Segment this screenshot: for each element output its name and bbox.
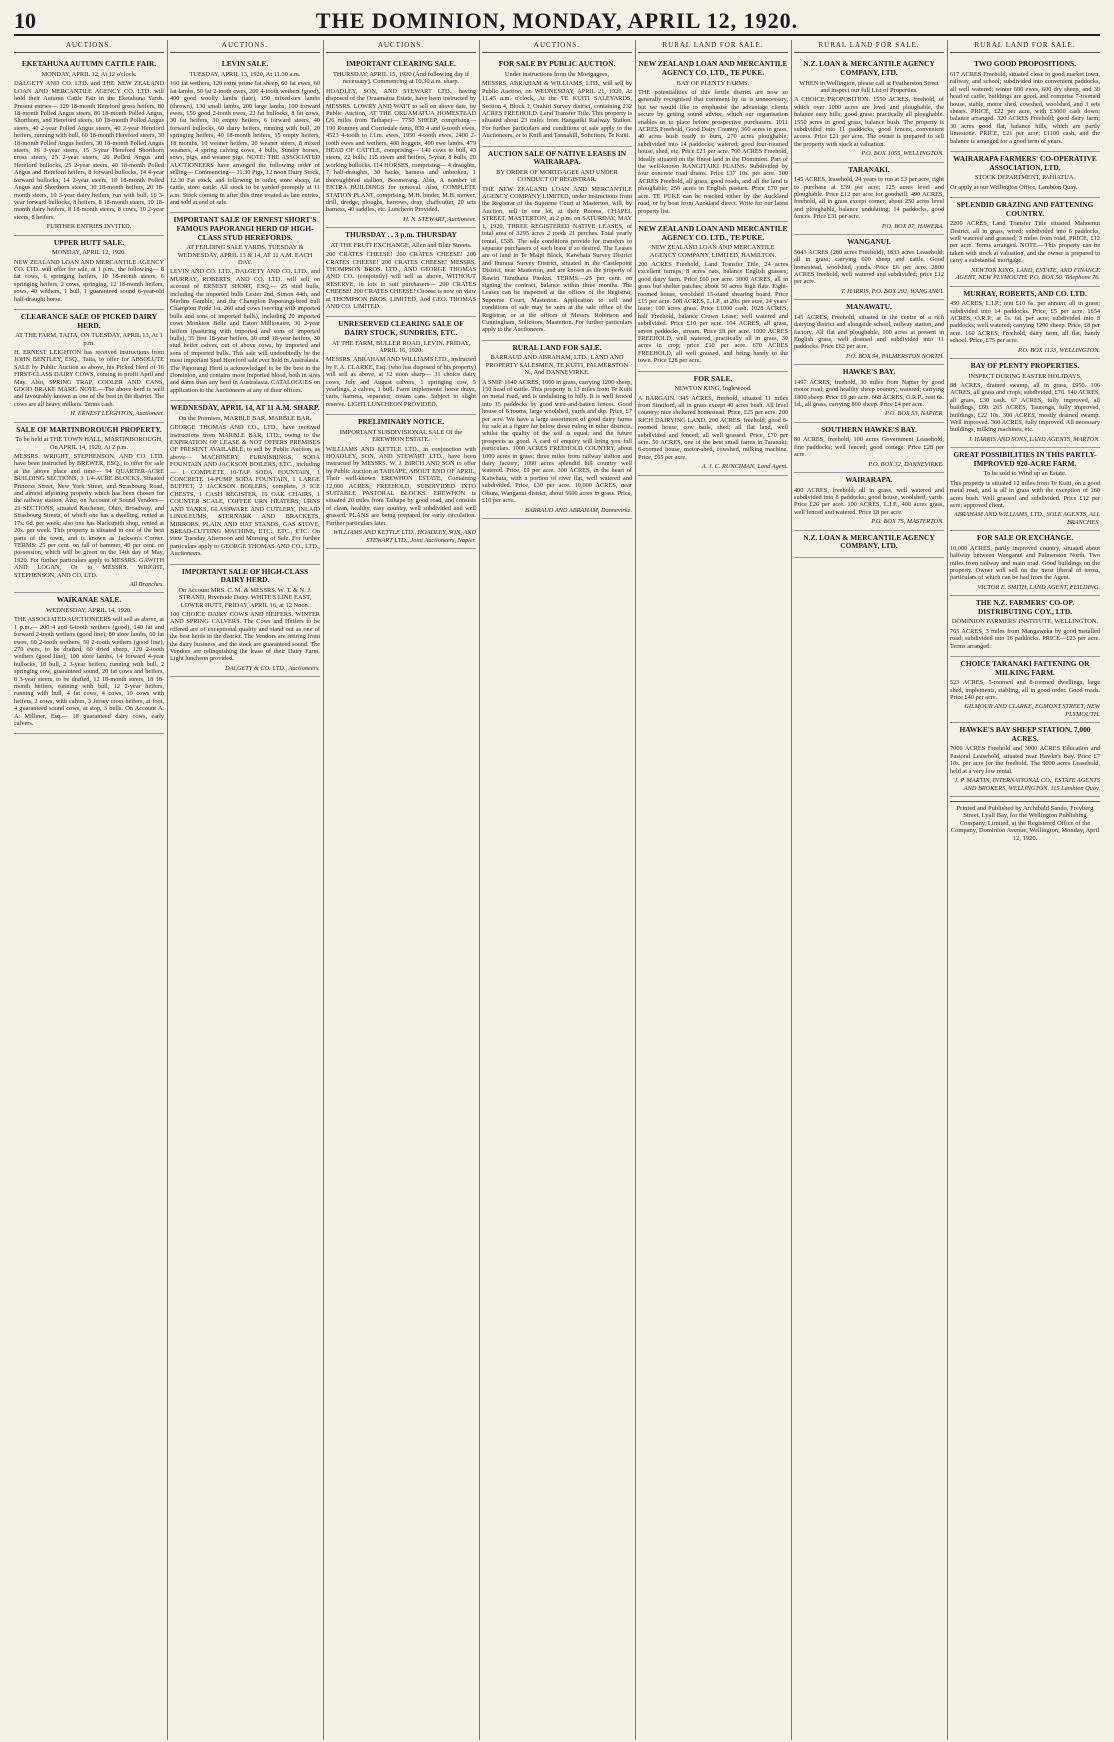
columns-container xyxy=(14,40,1100,1740)
advertisement xyxy=(170,213,320,401)
ad-body: This property is situated 12 miles from Te Kuiti, on a good metal road, and is all in grass with the exception of 160 acres bush. Well grassed and subdivided. Price £12 per acre; approved client. xyxy=(950,479,1100,509)
ad-subheading: WEDNESDAY, APRIL 14, 1920. xyxy=(46,606,132,614)
ad-body: 200 CRATES CHEESE! 200 CRATES CHEESE! 200 CRATES CHEESE! 200 CRATES CHEESE! MESSRS. THOMPSON BROS. LTD., AND GEORGE THOMAS AND CO. (conjointly) will sell as above, WITHOUT RESERVE, in lots to suit purchasers— 200 CRATES CHEESE! 200 CRATES CHEESE! Choose is now on view at THOMPSON BROS. LIMITED, And GEO. THOMAS AND CO. LIMITED. xyxy=(326,251,476,310)
advertisement xyxy=(950,657,1100,723)
column-header: AUCTIONS. xyxy=(170,40,320,53)
ad-heading: WEDNESDAY, APRIL 14, AT 11 A.M. SHARP. xyxy=(170,403,320,413)
ad-body: H. ERNEST LEIGHTON has received instructions from JOHN BENTLEY, ESQ., Taita, to offer for ABSOLUTE SALE by Public Auction as above, his Picked Herd of 16 FIRST-CLASS DAIRY COWS, coming to profit April and May. Also, SPRING TRAP, COOLER AND CANS, GOOD BRAKE MARE. NOTE.—The above herd is well and favourably known as one of the best in the district. The cows are all heavy milkers. Terms cash. xyxy=(14,348,164,408)
ad-body: MESSRS. ABRAHAM & WILLIAMS, LTD., will sell by Public Auction, on WEDNESDAY, APRIL 21, 1920, At 11.45 a.m. o'clock, At the TE KUITI SALEYARDS, Section 4, Block 1, Orahiri Survey district, containing 232 ACRES FREEHOLD. Land Transfer Title. This property is situated about 23 miles from Hangatiki Railway Station. For further particulars and conditions of sale apply to the Auctioneers, or to Knill and Tannahill, Solicitors, Te Kuiti. xyxy=(482,80,632,140)
advertisement xyxy=(950,448,1100,531)
ad-heading: EKETAHUNA AUTUMN CATTLE FAIR. xyxy=(21,59,157,69)
ad-subheading: STOCK DEPARTMENT, PAHIATUA. xyxy=(974,174,1076,182)
ad-heading: IMPORTANT SALE OF HIGH-CLASS DAIRY HERD. xyxy=(181,566,309,585)
ad-body: 5043 ACRES (280 acres Freehold), 1833 acres Leasehold; all in grass; carrying 600 sheep and cattle. Good homestead, woolshed, yards. Price £6 per acre. 2800 ACRES freehold, well watered and subdivided; price £12 per acre. xyxy=(794,248,944,286)
ad-signature: P.O. BOX 53, NAPIER. xyxy=(885,410,944,418)
advertisement xyxy=(14,593,164,734)
column-3 xyxy=(326,40,476,1740)
ad-signature: BARRAUD AND ABRAHAM, Dannevirke. xyxy=(525,506,632,514)
advertisement xyxy=(638,57,788,222)
ad-subheading: NEWTON KING, Inglewood. xyxy=(674,385,752,393)
ad-heading: TWO GOOD PROPOSITIONS. xyxy=(973,59,1077,69)
ad-body: THE NEW ZEALAND LOAN AND MERCANTILE AGENCY COMPANY LIMITED, under instructions from the Registrar of the Supreme Court at Masterton, will, by Auction, sell in one lot, at their Rooms, CHAPEL STREET, MASTERTON, at 2 p.m. on SATURDAY, MAY 1, 1920, THREE REGISTERED NATIVE LEASES, of total area of 3295 acres 2 roods 21 perches. Total yearly rental, £535. The sale conditions provide for transfers to separate purchasers of each lease if so desired. The Leases are of land in Te Maipi Block, Kaiwhata Survey District and Ihuraua Survey District, situated in the Castlepoint District, near Masterton, and are known as the property of Rawiri Tamihana Pitokui. TERMS.—25 per cent. on signing the contract, balance within three months. The Leases can be inspected at the offices of the Registrar, Supreme Court, Masterton. Application to sell and conditions of sale may be seen at the sale office of the Registrar, or at the offices of Messrs. Robinson and Cunningham, Solicitors, Masterton. For further particulars apply to the Auctioneers. xyxy=(482,185,632,334)
ad-heading: MURRAY, ROBERTS, AND CO. LTD. xyxy=(963,288,1087,298)
advertisement xyxy=(170,565,320,678)
ad-subheading: On Account MRS. C. M. & MESSRS. W. T. & N. J. STRAND, Riverside Dairy. WHITE'S LINE EAST, LOWER HUTT, FRIDAY, APRIL 16, at 12 Noon. xyxy=(178,586,312,609)
ad-heading: HAWKE'S BAY. xyxy=(842,367,896,377)
ad-heading: TARANAKI. xyxy=(848,164,890,174)
advertisement xyxy=(794,365,944,423)
ad-body: THE ASSOCIATED AUCTIONEERS will sell as above, at 1 p.m.— 200 4 and 6-tooth wethers (good), 140 fat and forward 2-tooth wethers (good line), 80 store lambs, 60 fat ewes, 60 2-tooth wethers, 50 2-tooth wethers (good line), 270 ewes, to be drafted, 60 dried sheep, 120 2-tooth wethers (good line), 100 store lambs, 14 forward 4-year bullocks, 18 bull, 2 3-year heifers, running with bull, 2 springing cow, guaranteed sound, 20 fat cows and heifers, 8 3-year steers, to be drafted, 12 18-month steers, 18 18-month heifers, running with bull, 12 2-year heifers, running with bull, 4 fat cows, 4 cows, 10 cows with heifers, 2 cows, with calves, 3 Jersey cross heifers, at foot, 4 guaranteed sound cows, at stop, 3 bulls. On Account A. A. Milliner, Esq.— 18 guaranteed dairy cows, early calvers. xyxy=(14,616,164,728)
ad-heading: UPPER HUTT SALE. xyxy=(53,237,125,247)
advertisement xyxy=(14,423,164,594)
ad-subheading: WHEN in Wellington, please call at Featherston Street and inspect our full List of Properties. xyxy=(799,79,939,94)
ad-body: 1497 ACRES, freehold, 30 miles from Napier by good motor road; good healthy sheep country; watered; carrying 1800 sheep. Price £9 per acre. 668 ACRES, O.R.P., rent 6s. 1d., all grass, carrying 800 sheep. Price £4 per acre. xyxy=(794,378,944,408)
ad-signature: All Branches. xyxy=(129,580,164,588)
ad-heading: SPLENDID GRAZING AND FATTENING COUNTRY. xyxy=(956,200,1094,218)
ad-signature: P.O. BOX 1133, WELLINGTON. xyxy=(1017,346,1100,354)
column-5 xyxy=(638,40,788,1740)
advertisement xyxy=(794,300,944,365)
column-header: RURAL LAND FOR SALE. xyxy=(950,40,1100,53)
ad-heading: HAWKE'S BAY SHEEP STATION. 7,000 ACRES. xyxy=(959,725,1091,743)
masthead xyxy=(14,6,1100,36)
ad-body: 765 ACRES, 3 miles from Mangaweka by good metalled road; subdivided into 16 paddocks. PRICE—£23 per acre. Terms arranged. xyxy=(950,627,1100,650)
ad-body: 2200 ACRES, Land Transfer Title situated Mahoenui District, all in grass, wired; subdivided into 6 paddocks, well watered and grassed; 3 miles from road. PRICE, £12 per acre. Terms arranged. NOTE.—This property can be taken with stock at valuation, and the owner is prepared to carry a substantial mortgage. xyxy=(950,220,1100,265)
ad-heading: N.Z. LOAN & MERCANTILE AGENCY COMPANY, LTD. xyxy=(803,532,935,551)
advertisement xyxy=(794,163,944,235)
ad-body: 10,000 ACRES, partly improved country, situated about halfway between Wanganui and Palmerston North. Two miles from railway and main road. Good buildings on the property. Owner will sell on the most liberal of terms, particulars of which can be had from the Agent. xyxy=(950,544,1100,582)
ad-heading: THURSDAY . . 3 p.m. THURSDAY xyxy=(345,230,457,240)
advertisement xyxy=(950,198,1100,286)
ad-body: 145 ACRES, Freehold, situated in the centre of a rich dairying district and alongside school, railway station, and factory. All flat and ploughable, 100 acres at present in English grass, well drained and subdivided into 11 paddocks. Price £62 per acre. xyxy=(794,313,944,351)
ad-heading: SALE OF MARTINBOROUGH PROPERTY. xyxy=(16,424,162,434)
ad-body: NEW ZEALAND LOAN AND MERCANTILE AGENCY CO. LTD. will offer for sale, at 1 p.m., the following— 8 fat cows, 6 springing heifers, 10 18-month steers, 6 springing heifers, 2 cows, springing, 12 18-month heifers, sows, 40 wethers, 1 bull, 1 guaranteed sound 6-year-old half-draught horse. xyxy=(14,258,164,303)
column-rule xyxy=(167,40,168,1740)
ad-subheading: BARRAUD AND ABRAHAM, LTD., LAND AND PROPERTY SALESMEN, TE KUITI, PALMERSTON N., And DANNEVIRKE. xyxy=(485,354,629,377)
ad-signature: NEWTON KING, LAND, ESTATE, AND FINANCE AGENT, NEW PLYMOUTH. P.O. BOX 50. Telephone 76. xyxy=(955,266,1100,282)
ad-signature: T. HARRIS, P.O. BOX 292, WANGANUI. xyxy=(840,287,944,295)
advertisement xyxy=(638,372,788,476)
ad-body: 80 ACRES, freehold, 100 acres Government Leasehold; fine paddocks; well fenced; good cottage. Price £28 per acre. xyxy=(794,436,944,459)
newspaper-title: THE DOMINION, MONDAY, APRIL 12, 1920. xyxy=(315,8,799,33)
ad-heading: THE N.Z. FARMERS' CO-OP. DISTRIBUTING COY., LTD. xyxy=(975,598,1075,616)
ad-subheading: On the Premises, MARBLE BAR, MARBLE BAR. xyxy=(178,414,312,422)
ad-subheading: NEW ZEALAND LOAN AND MERCANTILE AGENCY COMPANY, LIMITED, HAMILTON. xyxy=(649,244,777,259)
ad-body: MESSRS. ABRAHAM AND WILLIAMS LTD., instructed by F. A. CLARKE, Esq. (who has disposed of his property) will sell as above, at 12 noon sharp— 31 choice dairy cows, July and August calvers, 1 springing cow, 5 yearlings, 2 calves, 1 bull. Farm implements: horse drays, carts, harness, separator, cream cans. Subject to slight reserve. LIGHT LUNCHEON PROVIDED. xyxy=(326,356,476,408)
advertisement xyxy=(950,287,1100,359)
ad-body: 100 CHOICE DAIRY COWS AND HEIFERS. WINTER AND SPRING CALVERS. The Cows and Heifers to be offered are of exceptional quality and stand out as one of the best herds in the district. The Vendors are retiring from the dairy business, and the stock are guaranteed sound. The Vendors are relinquishing the lease of their Dairy Farm. Light luncheon provided. xyxy=(170,610,320,663)
ad-signature: A. J. C. RUNCIMAN, Land Agent. xyxy=(701,463,788,471)
ad-subheading: AT FEILDING SALE YARDS, TUESDAY & WEDNESDAY, APRIL 13 & 14, AT 11 A.M. EACH DAY. xyxy=(177,244,313,266)
ad-body: HOADLEY, SON, AND STEWART LTD., having disposed of the Oruamatua Estate, have been instructed by MESSRS. LOWRY AND WATT to sell on above date, by Public Auction, AT THE ORUAMATUA HOMESTEAD (26 miles from Taihape)— 7750 SHEEP, comprising— 190 Romney and Corriedale rams, 850 4 and 6-tooth ewes, 4523 4-tooth to f.f.m. ewes, 1950 4-tooth ewes, 2400 2-tooth ewes and wethers, 400 hoggets, 400 ewe lambs. 479 HEAD OF CATTLE, comprising— 140 cows to bull, 43 steers, 22 bulls, 115 steers and heifers, 5-year, 8 bulls, 20 working bullocks. 114 HORSES, comprising— 4 draughts, 7 half-draughts, 30 hacks, harness and unbroken, 1 thoroughbred stallion, Boomerang. Also, A number of EXTRA BUILDINGS for removal. Also, COMPLETE STATION PLANT, comprising, M.H. binder, M.H. mower, drill, dredge, ploughs, harrows, dray, chaffcutter, 20 sets harness, 40 saddles, etc. Luncheon Provided. xyxy=(326,87,476,214)
advertisement xyxy=(950,359,1100,448)
ad-heading: BAY OF PLENTY PROPERTIES. xyxy=(970,360,1080,370)
ad-subheading: MONDAY, APRIL 12, At 12 o'clock. xyxy=(41,71,137,78)
column-rule xyxy=(635,40,636,1740)
column-rule xyxy=(947,40,948,1740)
column-7 xyxy=(950,40,1100,1740)
ad-subheading: Under instructions from the Mortgagees, xyxy=(504,71,610,78)
ad-signature: DALGETY & CO. LTD., Auctioneers. xyxy=(225,664,320,672)
ad-signature: P.O. BOX 75, MASTERTON. xyxy=(871,518,944,526)
ad-heading: FOR SALE BY PUBLIC AUCTION. xyxy=(498,59,616,69)
ad-footer: FURTHER ENTRIES INVITED. xyxy=(46,223,132,231)
ad-body: 617 ACRES Freehold, situated close to good market town, railway, and school; subdivided into convenient paddocks, all well watered; winter 600 ewes, 600 dry sheep, and 30 head of cattle; buildings are good, and comprise 7-roomed house, stable, motor shed, cowshed, woolshed, and 3 sets shears. PRICE, £22 per acre, with £3000 cash down; balance arranged. 320 ACRES Freehold; good dairy farm; 30 acres good flat, balance hills, which are partly limestone. PRICE, £21 per acre; £1100 cash, and the balance is arranged for a good term of years. xyxy=(950,71,1100,145)
column-4 xyxy=(482,40,632,1740)
advertisement xyxy=(326,228,476,317)
advertisement xyxy=(326,57,476,228)
ad-body: LEVIN AND CO. LTD., DALGETY AND CO. LTD., and MURRAY, ROBERTS, AND CO. LTD. will sell on account of ERNEST SHORT, ESQ.— 25 stud bulls, including the imported bulls Lester 2nd, Simon 44th, and Merlins Gamble, and the Champion Paporangi-bred bull Champion Pride 1st. 260 stud cows (serving with imported bulls and sons of imported bulls), including 20 imported cows Monkton Belle and Eaton Millionaire, 30 2-year heifers (pasturing with imported and sons of imported bulls), 35 first 18-year heifers, 30 stud 18-year heifers, 30 stud heifer calves, out of above cows, by imported and sons of imported bulls. This sale will undoubtedly be the most important Stud Hereford sale ever held in Australasia. The Paporangi Herd is acknowledged to be the best in the Dominion, and contains more imported blood, both in sires and dams than any herd in Australasia. CATALOGUES on application to the Auctioneers at any of their offices. xyxy=(170,268,320,394)
ad-heading: UNRESERVED CLEARING SALE OF DAIRY STOCK, SUNDRIES, ETC. xyxy=(338,319,464,337)
advertisement xyxy=(482,147,632,341)
advertisement xyxy=(950,57,1100,152)
advertisement xyxy=(794,57,944,162)
ad-body: 450 ACRES, L.I.P.; rent £10 6s. per annum; all in grass; subdivided into 14 paddocks. Price, £5 per acre. 1654 ACRES, O.R.P., at 1s. 6d. per acre; subdivided into 8 paddocks; well watered; carrying 1200 sheep. Price, £8 per acre. 160 ACRES, Freehold, dairy farm, all flat, handy school. Price, £75 per acre. xyxy=(950,300,1100,345)
ad-body: WILLIAMS AND KETTLE LTD., in conjunction with HOADLEY, SON, AND STEWART LTD., have been instructed by MESSRS. W. J. BIRCH AND SON to offer by Public Auction at TAIHAPE, ABOUT END OF APRIL, Their well-known EREWHON ESTATE, Containing 12,000 ACRES, FREEHOLD, SUBDIVIDED INTO SUITABLE PASTORAL BLOCKS. EREWHON is situated 20 miles from Taihape by good road, and consists of clean, healthy, easy country, well subdivided and well grassed. PLANS are being prepared for early circulation. Further particulars later. xyxy=(326,445,476,527)
ad-signature: H. ERNEST LEIGHTON, Auctioneer. xyxy=(70,410,164,418)
advertisement xyxy=(14,310,164,423)
ad-body: 523 ACRES, 5-roomed and 8-roomed dwellings, large shed, implements, stabling, all in good order. Good roads. Price £40 per acre. xyxy=(950,679,1100,702)
advertisement xyxy=(794,423,944,473)
ad-heading: PRELIMINARY NOTICE. xyxy=(357,417,445,427)
printer-imprint: Printed and Published by Archibald Sando, Freyberg Street, Lyall Bay, for the Wellington Publishing Company, Limited, at the Registered Office of the Company, Dominion Avenue, Wellington, Monday, April 12, 1920. xyxy=(950,801,1100,842)
ad-heading: WANGANUI. xyxy=(847,237,891,247)
ad-signature: P.O. BOX 94, PALMERSTON NORTH. xyxy=(846,352,944,360)
ad-heading: WAIRARAPA FARMERS' CO-OPERATIVE ASSOCIATION, LTD. xyxy=(953,154,1097,172)
advertisement xyxy=(170,401,320,564)
ad-body: A CHOICE PROPOSITION. 1550 ACRES, freehold, of which over 1000 acres are level and ploughable, the balance easy hills; good grass; practically all ploughable. 1550 acres in good grass, balance bush. The property is subdivided into 11 paddocks, good fences; convenient access. Price £21 per acre. The owner is prepared to sell the property with stock at valuation. xyxy=(794,96,944,148)
ad-heading: CLEARANCE SALE OF PICKED DAIRY HERD. xyxy=(20,311,158,330)
ad-subheading: INSPECT DURING EASTER HOLIDAYS. xyxy=(968,372,1082,380)
advertisement xyxy=(950,723,1100,797)
ad-heading: N.Z. LOAN & MERCANTILE AGENCY COMPANY, LTD. xyxy=(803,59,935,77)
ad-subheading: AT THE FARM, TAITA, ON TUESDAY, APRIL 13, At 1 p.m. xyxy=(15,332,163,347)
ad-body: 400 ACRES, freehold, all in grass, well watered and subdivided into 8 paddocks; good house, woolshed, yards. Price £26 per acre. 100 ACRES, L.I.P., 400 acres grass, well fenced and watered. Price £8 per acre. xyxy=(794,486,944,516)
advertisement xyxy=(950,531,1100,596)
ad-signature: VICTOR E. SMITH, LAND AGENT, FEILDING. xyxy=(977,583,1100,591)
ad-body: MESSRS. WRIGHT, STEPHENSON, AND CO. LTD. have been instructed by BREWER, ESQ., to offer for sale at the above place and time— 94 QUARTER-ACRE BUILDING SECTIONS, 3 1/4-ACRE BLOCKS. Situated Princess Street, New York Street, and Strasbourg Road, and almost adjoining property which has been chosen for the railway station. Also, on Account of Sound Vendors— 23 SECTIONS, situated Kitchener, Ohio, Broadway, and Strasbourg Streets, of which one has a dwelling, rented at 17s. 6d. per week; also one has blacksmith shop, rented at 20s. per week. This property is situated in one of the best parts of the town, and is known as Jackson's Corner. TERMS: 25 per cent. on fall of hammer, 40 per cent. on possession, which will be given on the 14th day of May, 1920. For further particulars apply to MESSRS. GAWITH AND LOGAN, Or to MESSRS. WRIGHT, STEPHENSON, AND CO. LTD. xyxy=(14,453,164,579)
advertisement xyxy=(794,531,944,558)
ad-body: GEORGE THOMAS AND CO., LTD., have received instructions from MARBLE BAR, LTD., owing to the EXPIRATION OF LEASE & NOT OFFERS PREMISES OF PRESENT AVAILABLE, to sell by Public Auction, as above— MACHINERY, FURNISHINGS, SODA FOUNTAIN AND JACKSON BOILERS, ETC., including— 1 COMPLETE 10-TAP SODA FOUNTAIN, 1 CONCRETE 14-PUMP SODA FOUNTAIN, 1 LARGE BUFFET, 2 JACKSON BOILERS, complete, 3 ICE CHESTS, 1 CASH REGISTER, 10 OAK CHAIRS, 1 COUNTER SCALE, COFFEE URN HEATERS, URNS AND TANKS, GLASSWARE AND CUTLERY, INLAID LINOLEUMS, STERNARK AND BRACKETS, MIRRORS, PLAIN AND HAT STANDS, GAS STOVE, BREAD-CUTTING MACHINE, ETC., ETC., ETC. On view Tuesday Afternoon and Morning of Sale. For further particulars apply to GEORGE THOMAS AND CO., LTD., Auctioneers. xyxy=(170,424,320,558)
ad-subheading: MONDAY, APRIL 12, 1920. xyxy=(52,249,126,257)
ad-body: THE potentialities of this fertile district are now so generally recognised that comment by us is unnecessary, but we would like to emphasise the advantage clients secure by getting sound advice, which our organisation enables us to place before prospective purchasers. 1011 ACRES Freehold, Good Dairy Country, 360 acres in grass, 40 acres bush ready to burn, 270 acres ploughable; subdivided into 14 paddocks; watered; good four-roomed house, shed, etc. Price £21 per acre. 700 ACRES Freehold, Ideally situated on the finest land in the Dominion. Part of the well-known RANGITAIKI PLAINS. Subdivided by four concrete road drains. Price £37 10s. per acre. 300 ACRES Freehold, all grass, good roads, and all the land is ploughable; 250 acres in English pasture. Price £70 per acre. TE PUKE can be reached either by the Auckland road, or by boat from Auckland direct. Write for our latest property list. xyxy=(638,89,788,215)
column-header: AUCTIONS. xyxy=(326,40,476,53)
advertisement xyxy=(482,341,632,519)
ad-body: A SNIP. 1640 ACRES, 1000 in grass, carrying 1200 sheep, 150 head of cattle. This property is 13 miles from Te Kuiti on metal road, and is undulating to hilly. It is well fenced into 15 paddocks by good wire-and-batten fences. Good house of 6 rooms, large woolshed, yards and dip. Price, £7 per acre. We have a large assortment of good dairy farms for sale at a figure far below those ruling in other districts, whilst the quality of the soil is equal; and the future prospects as good. A card of enquiry will bring you full particulars. 1000 ACRES FREEHOLD COUNTRY, about 1000 acres in grass; three miles from railway station and dairy factory; 1000 acres splendid hill country well watered. Price, £9 per acre. 300 ACRES, in the heart of Kaiwhata, with a portion of river flat, well watered and subdivided. Price, £30 per acre. 10,000 ACRES, near Ohura, Wanganui district, about 5600 acres in grass. Price, £10 per acre. xyxy=(482,378,632,505)
advertisement xyxy=(482,57,632,146)
ad-heading: AUCTION SALE OF NATIVE LEASES IN WAIRARAPA. xyxy=(487,148,627,167)
ad-subheading: TUESDAY, APRIL 13, 1920, At 11.30 a.m. xyxy=(189,71,301,78)
column-2 xyxy=(170,40,320,1740)
ad-body: Or apply at our Wellington Office, Lambton Quay. xyxy=(950,183,1078,191)
ad-heading: MANAWATU. xyxy=(846,302,892,312)
ad-signature: P.O. BOX 32, DANNEVIRKE. xyxy=(868,460,944,468)
advertisement xyxy=(326,317,476,415)
column-rule xyxy=(791,40,792,1740)
advertisement xyxy=(326,415,476,549)
ad-subheading: AT THE FARM, BULLER ROAD, LEVIN. FRIDAY, APRIL 16, 1920. xyxy=(331,339,471,354)
column-header: RURAL LAND FOR SALE. xyxy=(794,40,944,53)
ad-heading: FOR SALE OR EXCHANGE. xyxy=(976,533,1074,543)
ad-heading: WAIRARAPA. xyxy=(845,475,893,484)
ad-subheading: IMPORTANT SUBDIVISIONAL SALE Of the EREWHON ESTATE. xyxy=(339,428,463,444)
ad-body: 160 fat wethers, 120 extra prime fat sheep, 60 fat ewes, 60 fat lambs, 50 fat 2-tooth ewes, 200 4-tooth wethers (good), 400 good woolly lambs (late), 150 mixed-sex lambs (thrown), 130 small lambs, 200 large lambs, 100 forward ewes, 150 good 2-tooth ewes, 22 fat bullocks, 8 fat cows, 30 fat heifers, 30 empty heifers, 6 forward steers, 40 forward bullocks, 60 dairy heifers, running with bull, 20 springing heifers, 40 18-month heifers, 15 empty heifers, 18 months, 10 weaner heifers, 20 weaner steers, 8 mixed weaners, 4 spring calving cows, 4 bulls, Sundry horses, sows, pigs, and weaner pigs. NOTE: THE ASSOCIATED AUCTIONEERS have arranged the following order of selling— Commencing— 11.30 Pigs, 12 noon Dairy Stock, 12.30 Fat stock, and following in order, store sheep, fat cattle, store cattle. All stock to be yarded promptly at 11 a.m. Stock coming in after this time treated as late entries, and sold at end of sale. xyxy=(170,80,320,206)
advertisement xyxy=(170,57,320,213)
ad-heading: FOR SALE. xyxy=(693,373,733,383)
ad-heading: NEW ZEALAND LOAN AND MERCANTILE AGENCY CO. LTD., TE PUKE. xyxy=(638,59,788,77)
ad-subheading: THURSDAY, APRIL 15, 1920 (And following day if necessary). Commencing at 10.30 a.m. sharp. xyxy=(333,71,469,86)
column-header: AUCTIONS. xyxy=(14,40,164,53)
ad-heading: SOUTHERN HAWKE'S BAY. xyxy=(821,424,917,434)
ad-signature: WILLIAMS AND KETTLE LTD., HOADLEY, SON, AND STEWART LTD., Joint Auctioneers, Napier. xyxy=(333,529,476,544)
ad-heading: GREAT POSSIBILITIES IN THIS PARTLY-IMPROVED 920-ACRE FARM. xyxy=(953,450,1097,468)
ad-heading: NEW ZEALAND LOAN AND MERCANTILE AGENCY CO. LTD., TE PUKE. xyxy=(638,223,788,242)
page-number: 10 xyxy=(14,8,36,33)
ad-signature: H. N. STEWART, Auctioneer. xyxy=(403,215,476,223)
ad-subheading: BY ORDER OF MORTGAGEE AND UNDER CONDUCT OF REGISTRAR. xyxy=(496,168,618,184)
advertisement xyxy=(950,152,1100,198)
ad-heading: LEVIN SALE. xyxy=(221,59,269,69)
ad-signature: J. P. MARTIN, INTERNATIONAL CO., ESTATE AGENTS AND BROKERS, WELLINGTON. 115 Lambton Quay. xyxy=(954,777,1100,792)
advertisement xyxy=(638,222,788,372)
ad-heading: CHOICE TARANAKI FATTENING OR MILKING FARM. xyxy=(960,659,1090,677)
ad-body: 88 ACRES, drained swamp, all in grass, £950. 106 ACRES, all grass and crops, subdivided, £70. 140 ACRES, all grass, £30 cash. 67 ACRES, fully improved, all buildings, £60. 265 ACRES, Taurenga, fully improved, buildings, £22 10s. 300 ACRES, mostly drained swamp. Well improved. 360 ACRES, fully improved. All necessary buildings, milking machines, etc. xyxy=(950,381,1100,434)
advertisement xyxy=(794,473,944,531)
ad-subheading: DOMINION FARMERS' INSTITUTE, WELLINGTON. xyxy=(951,618,1099,626)
ad-body: 200 ACRES Freehold, Land Transfer Title, 24 acres excellent turnips, 8 acres oats, balance English grasses; good dairy farm. Price £60 per acre. 3000 ACRES, all in grass but shelter patches; about 50 acres high flats. Eight-roomed house, woolshed 15-stand shearing board. Price £15 per acre. 508 ACRES, L.I.P., at 20s. per acre, 24 years' lease; 100 acres grass. Price £1000 cash. 1028 ACRES, half Freehold, balance Crown Lease; well watered and subdivided. Price £10 per acre. 104 ACRES, all grass, seven paddocks, stream. Price £8 per acre. 1000 ACRES FREEHOLD, well watered, practically all in grass, 30 acres in crop; price £10 per acre. 670 ACRES FREEHOLD, all well grassed, and being handy to the town. Price £28 per acre. xyxy=(638,260,788,365)
column-rule xyxy=(323,40,324,1740)
ad-heading: RURAL LAND FOR SALE. xyxy=(512,342,602,352)
ad-subheading: To be sold to Wind up an Estate. xyxy=(983,470,1067,478)
ad-subheading: To be held at THE TOWN HALL, MARTINBOROUGH, On APRIL 14, 1920, At 2 p.m. xyxy=(15,436,163,451)
ad-body: 7000 ACRES Freehold and 3000 ACRES Education and Pastoral Leasehold, situated near Hawke's Bay. Price £7 10s. per acre for the freehold. The 9000 acres Leasehold, held at a very low rental. xyxy=(950,745,1100,775)
ad-signature: J. HARRIS AND SONS, LAND AGENTS, MARTON. xyxy=(968,435,1100,443)
ad-heading: WAIKANAE SALE. xyxy=(56,595,122,605)
ad-signature: P.O. BOX 87, HAWERA. xyxy=(881,222,944,230)
column-rule xyxy=(479,40,480,1740)
column-header: RURAL LAND FOR SALE. xyxy=(638,40,788,53)
ad-subheading: BAY OF PLENTY FARMS. xyxy=(676,79,750,87)
ad-signature: ABRAHAM AND WILLIAMS, LTD., SOLE AGENTS, ALL BRANCHES. xyxy=(953,511,1100,526)
advertisement xyxy=(14,236,164,310)
ad-signature: P.O. BOX 1055, WELLINGTON. xyxy=(861,150,944,158)
column-1 xyxy=(14,40,164,1740)
ad-signature: GILMOUR AND CLARKE, EGMONT STREET, NEW PLYMOUTH. xyxy=(964,703,1100,718)
column-header: AUCTIONS. xyxy=(482,40,632,53)
ad-body: 145 ACRES, leasehold, 24 years to run at £3 per acre, right to purchase at £39 per acre; 125 acres level and ploughable. Price £12 per acre for goodwill. 490 ACRES, freehold, all in grass except corner; about 250 acres level and ploughable, balance undulating; 14 paddocks, good fences. Price £31 per acre. xyxy=(794,176,944,221)
advertisement xyxy=(14,57,164,235)
advertisement xyxy=(794,235,944,300)
advertisement xyxy=(950,596,1100,657)
column-6 xyxy=(794,40,944,1740)
ad-heading: IMPORTANT SALE OF ERNEST SHORT'S FAMOUS PAPORANGI HERD OF HIGH-CLASS STUD HEREFORDS. xyxy=(173,215,317,242)
ad-body: DALGETY AND CO. LTD. and THE NEW ZEALAND LOAN AND MERCANTILE AGENCY CO. LTD. will hold their Autumn Cattle Fair in the Eketahuna Yards. Present entries— 120 18-month Hereford gross heifers, 80 18-month Polled Angus steers, 80 18-month Polled Angus, Shorthorn, and Hereford steers, 60 18-month Polled Angus steers, 40 2-year Polled Angus steers, 40 2-year Hereford heifers, running with bull, 60 18-month Hereford steers, 30 18-month Polled Angus heifers, 30 18-month Polled Angus steers, 16 3-year steers, 15 3-year Hereford Shorthorn cross steers, 25 2-year steers, 20 Polled Angus and Hereford bullocks, 25 2-year steers, 40 18-month Polled Angus and Hereford heifers, 8 forward bullocks, 14 4-year forward bullocks, 14 2-year steers, 18 18-month Polled Angus and Shorthorn steers, 30 18-month heifers, 20 18-month steers, 10 3-year dairy heifers, run with bull, 16 3-year forward bullocks, 8 heifers, 8 18-month steers, 10 18-month dairy heifers, 8 18-month steers, 8 cows, 10 2-year steers, 8 heifers. xyxy=(14,80,164,221)
ad-subheading: AT THE FRUIT EXCHANGE, Allen and Blair Streets. xyxy=(330,241,472,249)
ad-heading: IMPORTANT CLEARING SALE. xyxy=(346,59,456,69)
ad-body: A BARGAIN. 345 ACRES, freehold, situated 11 miles from Stratford, all in grass except 40 acres bush. All level country; nice sheltered homestead. Price, £25 per acre. 200 RICH DAIRYING LAND. 200 ACRES, freehold, good 6-roomed house, cow bails, shed; all flat land, well subdivided and fenced; all well grassed. Price, £70 per acre. 50 ACRES, one of the best small farms in Taranaki; 6-roomed house, motor-shed, cowshed, milking machine. Price, £65 per acre. xyxy=(638,394,788,461)
